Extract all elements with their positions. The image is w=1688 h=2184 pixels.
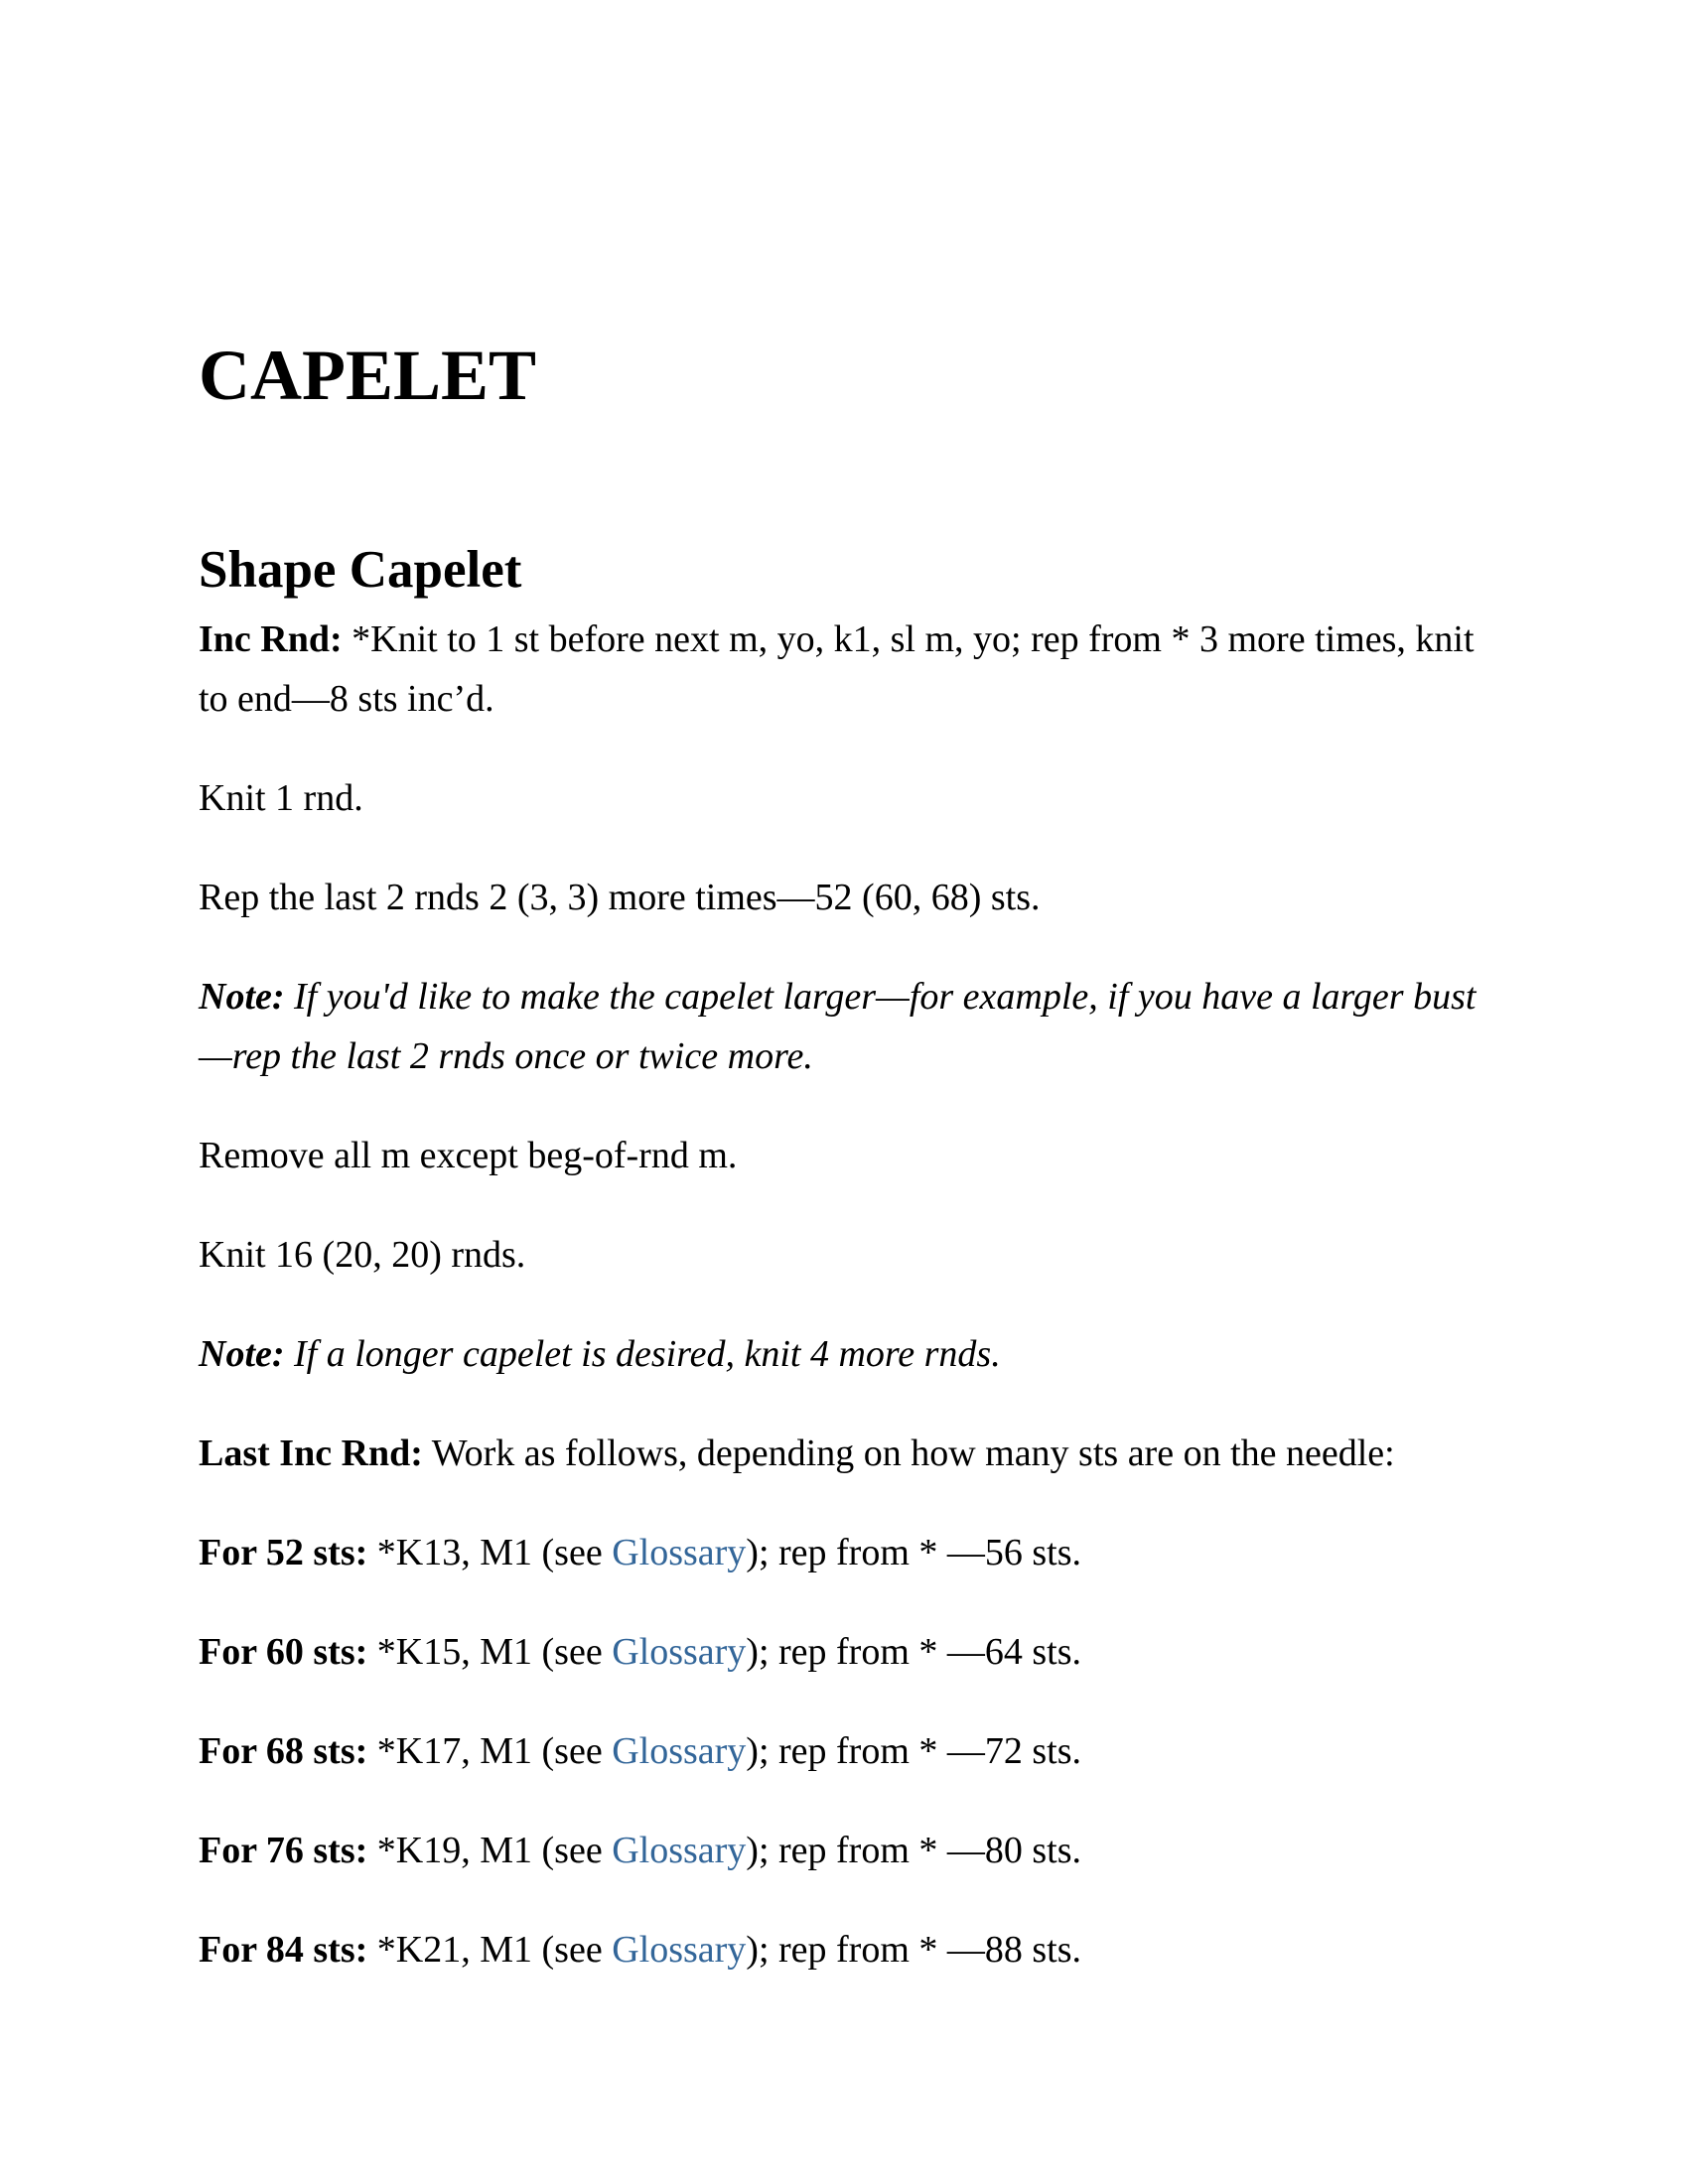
size-row-result: ); rep from * —64 sts. bbox=[746, 1631, 1082, 1673]
size-row-84 bbox=[199, 1920, 1489, 1979]
size-row-result: ); rep from * —88 sts. bbox=[746, 1929, 1082, 1971]
paragraph-note-longer bbox=[199, 1324, 1489, 1384]
note-longer-text: If a longer capelet is desired, knit 4 more rnds. bbox=[284, 1333, 1001, 1375]
size-row-68 bbox=[199, 1721, 1489, 1781]
size-row-result: ); rep from * —80 sts. bbox=[746, 1830, 1082, 1871]
glossary-link[interactable]: Glossary bbox=[612, 1830, 747, 1871]
size-row-instruction: *K19, M1 (see bbox=[367, 1830, 613, 1871]
paragraph-inc-rnd bbox=[199, 610, 1489, 729]
note-larger-text: If you'd like to make the capelet larger—for example, if you have a larger bust—rep the last 2 rnds once or twice more. bbox=[199, 976, 1477, 1077]
size-row-instruction: *K13, M1 (see bbox=[367, 1532, 613, 1573]
size-row-76 bbox=[199, 1821, 1489, 1880]
glossary-link[interactable]: Glossary bbox=[612, 1730, 747, 1772]
paragraph-rep-last: Rep the last 2 rnds 2 (3, 3) more times—52 (60, 68) sts. bbox=[199, 877, 1041, 918]
size-row-result: ); rep from * —72 sts. bbox=[746, 1730, 1082, 1772]
paragraph-last-inc bbox=[199, 1424, 1489, 1483]
size-row-60 bbox=[199, 1622, 1489, 1682]
last-inc-label: Last Inc Rnd: bbox=[199, 1433, 423, 1474]
inc-rnd-label: Inc Rnd: bbox=[199, 618, 343, 660]
size-row-instruction: *K21, M1 (see bbox=[367, 1929, 613, 1971]
size-row-label: For 84 sts: bbox=[199, 1929, 368, 1971]
size-row-52 bbox=[199, 1523, 1489, 1582]
note-longer-label: Note: bbox=[199, 1333, 285, 1375]
size-row-instruction: *K15, M1 (see bbox=[367, 1631, 613, 1673]
last-inc-text: Work as follows, depending on how many sts are on the needle: bbox=[422, 1433, 1395, 1474]
size-row-instruction: *K17, M1 (see bbox=[367, 1730, 613, 1772]
section-title: Shape Capelet bbox=[199, 541, 522, 599]
paragraph-knit-one: Knit 1 rnd. bbox=[199, 777, 363, 819]
chapter-title: CAPELET bbox=[199, 336, 537, 415]
size-row-label: For 60 sts: bbox=[199, 1631, 368, 1673]
size-row-label: For 52 sts: bbox=[199, 1532, 368, 1573]
size-row-label: For 68 sts: bbox=[199, 1730, 368, 1772]
paragraph-note-larger bbox=[199, 967, 1489, 1086]
note-larger-label: Note: bbox=[199, 976, 285, 1018]
glossary-link[interactable]: Glossary bbox=[612, 1631, 747, 1673]
size-row-result: ); rep from * —56 sts. bbox=[746, 1532, 1082, 1573]
paragraph-knit-16: Knit 16 (20, 20) rnds. bbox=[199, 1234, 526, 1276]
size-row-label: For 76 sts: bbox=[199, 1830, 368, 1871]
paragraph-remove-m: Remove all m except beg-of-rnd m. bbox=[199, 1135, 738, 1176]
inc-rnd-text: *Knit to 1 st before next m, yo, k1, sl m, yo; rep from * 3 more times, knit to end—8 sts inc’d. bbox=[199, 618, 1475, 720]
glossary-link[interactable]: Glossary bbox=[612, 1532, 747, 1573]
glossary-link[interactable]: Glossary bbox=[612, 1929, 747, 1971]
